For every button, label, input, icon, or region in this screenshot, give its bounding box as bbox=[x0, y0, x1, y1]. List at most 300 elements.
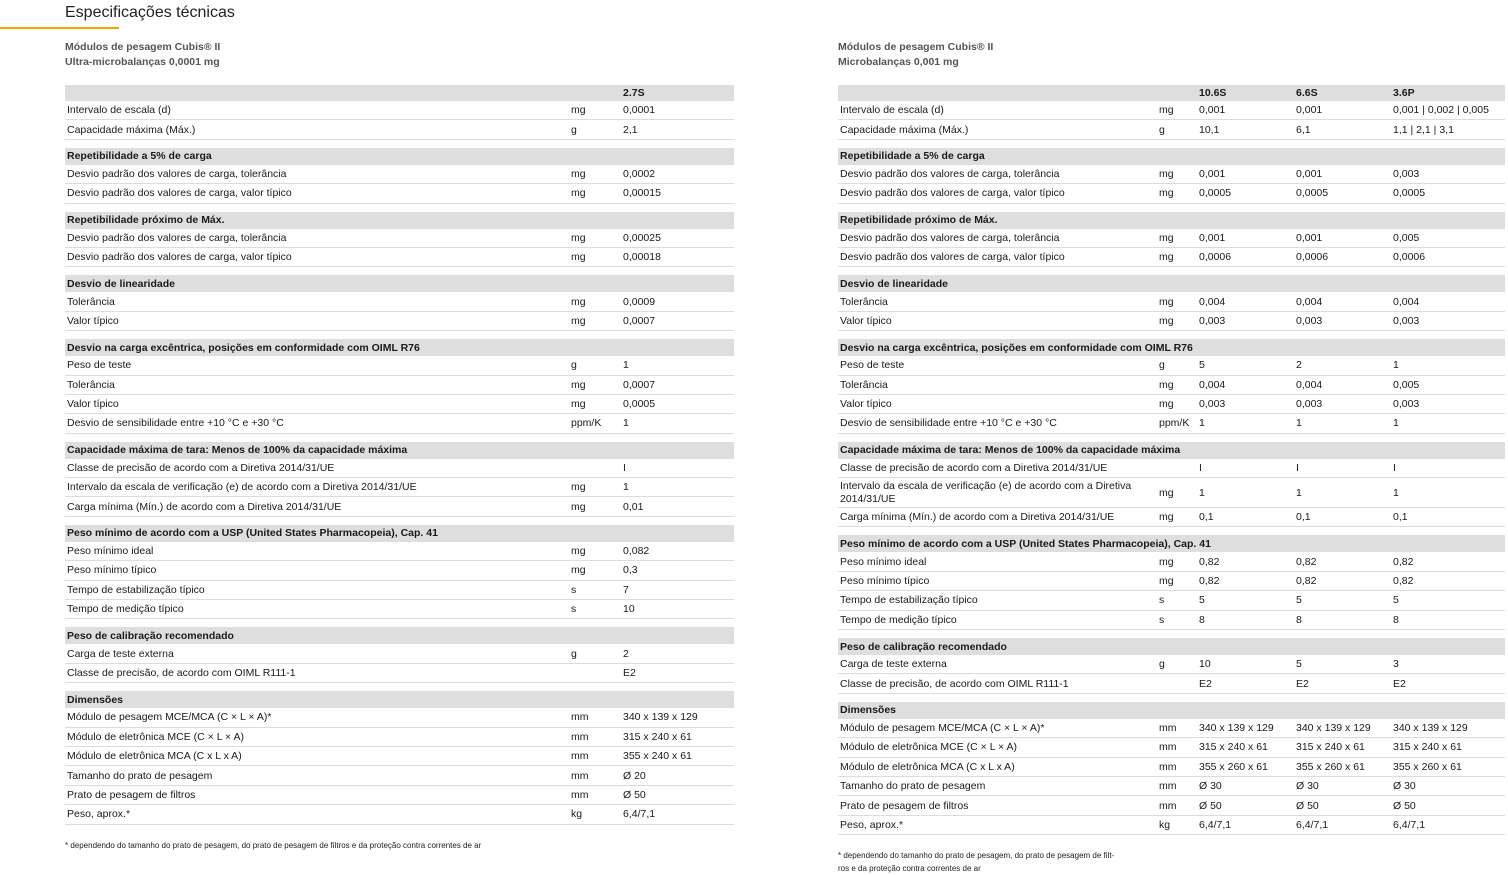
right-spec-label: Desvio padrão dos valores de carga, valor típico bbox=[838, 184, 1157, 203]
left-spec-label: Intervalo de escala (d) bbox=[65, 101, 569, 120]
right-section-title: Repetibilidade a 5% de carga bbox=[838, 148, 1505, 165]
right-spec-value: Ø 30 bbox=[1294, 776, 1391, 795]
right-spec-value: 0,0005 bbox=[1294, 184, 1391, 203]
left-spec-row bbox=[65, 708, 734, 727]
left-spec-label: Peso mínimo ideal bbox=[65, 542, 569, 561]
right-spec-value: 315 x 240 x 61 bbox=[1197, 738, 1294, 757]
left-spec-label: Tolerância bbox=[65, 292, 569, 311]
left-spec-label: Carga de teste externa bbox=[65, 644, 569, 663]
right-spec-value: 5 bbox=[1391, 591, 1505, 610]
right-subtitle-type: Microbalanças 0,001 mg bbox=[838, 56, 959, 68]
right-spec-label: Desvio de sensibilidade entre +10 °C e +30 °C bbox=[838, 414, 1157, 433]
right-spec-label: Peso mínimo ideal bbox=[838, 552, 1157, 571]
right-spec-value: 1 bbox=[1197, 414, 1294, 433]
right-spec-value: 1 bbox=[1197, 478, 1294, 508]
right-spec-row bbox=[838, 120, 1505, 139]
right-spec-value: E2 bbox=[1294, 674, 1391, 693]
right-spec-value: 0,1 bbox=[1294, 508, 1391, 527]
right-model-name: 3.6P bbox=[1391, 85, 1505, 101]
left-spec-unit: mg bbox=[569, 375, 621, 394]
left-section-gap bbox=[65, 433, 734, 442]
left-spec-row bbox=[65, 101, 734, 120]
left-section-header bbox=[65, 275, 734, 292]
right-header-blank bbox=[838, 85, 1157, 101]
right-spec-value: 0,004 bbox=[1197, 375, 1294, 394]
right-spec-value: Ø 30 bbox=[1391, 776, 1505, 795]
left-section-header bbox=[65, 691, 734, 708]
left-spec-unit: g bbox=[569, 356, 621, 375]
right-section-header bbox=[838, 638, 1505, 655]
right-spec-value: 0,003 bbox=[1197, 394, 1294, 413]
left-spec-unit: mg bbox=[569, 229, 621, 248]
right-spec-value: I bbox=[1197, 459, 1294, 478]
right-spec-value: 0,003 bbox=[1391, 165, 1505, 184]
left-spec-unit: mm bbox=[569, 727, 621, 746]
right-model-name: 10.6S bbox=[1197, 85, 1294, 101]
right-section-title: Capacidade máxima de tara: Menos de 100% da capacidade máxima bbox=[838, 442, 1505, 459]
right-spec-value: Ø 50 bbox=[1197, 796, 1294, 815]
right-spec-value: 0,004 bbox=[1294, 292, 1391, 311]
left-spec-value: Ø 50 bbox=[621, 785, 734, 804]
right-section-title: Repetibilidade próximo de Máx. bbox=[838, 212, 1505, 229]
right-spec-value: I bbox=[1294, 459, 1391, 478]
right-spec-row bbox=[838, 655, 1505, 674]
left-section-gap-cell bbox=[65, 139, 734, 148]
left-spec-row bbox=[65, 644, 734, 663]
right-spec-value: 0,82 bbox=[1391, 571, 1505, 590]
left-spec-label: Tolerância bbox=[65, 375, 569, 394]
left-spec-row bbox=[65, 414, 734, 433]
right-spec-row bbox=[838, 101, 1505, 120]
left-spec-row bbox=[65, 120, 734, 139]
right-header-unit-blank bbox=[1157, 85, 1197, 101]
left-spec-unit: mg bbox=[569, 497, 621, 516]
left-spec-unit: g bbox=[569, 120, 621, 139]
right-spec-value: 0,005 bbox=[1391, 375, 1505, 394]
right-section-gap bbox=[838, 693, 1505, 702]
right-spec-unit bbox=[1157, 674, 1197, 693]
right-spec-label: Tempo de medição típico bbox=[838, 610, 1157, 629]
right-section-gap-cell bbox=[838, 267, 1505, 276]
right-spec-unit: mg bbox=[1157, 247, 1197, 266]
right-spec-label: Módulo de eletrônica MCA (C x L x A) bbox=[838, 757, 1157, 776]
left-spec-unit: mm bbox=[569, 746, 621, 765]
right-spec-row bbox=[838, 674, 1505, 693]
left-spec-value: 340 x 139 x 129 bbox=[621, 708, 734, 727]
right-spec-label: Carga de teste externa bbox=[838, 655, 1157, 674]
left-spec-row bbox=[65, 805, 734, 824]
right-spec-row bbox=[838, 184, 1505, 203]
right-spec-label: Desvio padrão dos valores de carga, valor típico bbox=[838, 247, 1157, 266]
left-spec-value: Ø 20 bbox=[621, 766, 734, 785]
right-footnote-line-2: ros e da proteção contra correntes de ar bbox=[838, 864, 981, 874]
left-spec-row bbox=[65, 184, 734, 203]
left-spec-value: 0,00018 bbox=[621, 247, 734, 266]
right-spec-value: Ø 30 bbox=[1197, 776, 1294, 795]
right-spec-value: 0,004 bbox=[1294, 375, 1391, 394]
left-spec-row bbox=[65, 375, 734, 394]
right-footnote bbox=[838, 849, 1505, 875]
right-spec-value: 1,1 | 2,1 | 3,1 bbox=[1391, 120, 1505, 139]
left-section-header bbox=[65, 212, 734, 229]
right-spec-row bbox=[838, 738, 1505, 757]
right-spec-value: I bbox=[1391, 459, 1505, 478]
left-spec-row bbox=[65, 561, 734, 580]
left-section-title: Capacidade máxima de tara: Menos de 100% da capacidade máxima bbox=[65, 442, 734, 459]
right-spec-value: E2 bbox=[1391, 674, 1505, 693]
right-spec-label: Carga mínima (Mín.) de acordo com a Diretiva 2014/31/UE bbox=[838, 508, 1157, 527]
right-spec-value: 5 bbox=[1294, 591, 1391, 610]
left-spec-label: Tamanho do prato de pesagem bbox=[65, 766, 569, 785]
right-spec-value: 1 bbox=[1391, 414, 1505, 433]
left-section-title: Peso de calibração recomendado bbox=[65, 627, 734, 644]
right-model-name: 6.6S bbox=[1294, 85, 1391, 101]
right-section-title: Desvio na carga excêntrica, posições em conformidade com OIML R76 bbox=[838, 339, 1505, 356]
left-spec-unit: ppm/K bbox=[569, 414, 621, 433]
right-spec-value: 0,003 bbox=[1391, 394, 1505, 413]
left-section-header bbox=[65, 525, 734, 542]
left-spec-label: Tempo de medição típico bbox=[65, 600, 569, 619]
right-spec-label: Tempo de estabilização típico bbox=[838, 591, 1157, 610]
right-spec-unit: g bbox=[1157, 120, 1197, 139]
left-section-gap-cell bbox=[65, 267, 734, 276]
right-section-header bbox=[838, 275, 1505, 292]
right-spec-label: Desvio padrão dos valores de carga, tolerância bbox=[838, 165, 1157, 184]
left-section-gap bbox=[65, 516, 734, 525]
right-spec-row bbox=[838, 552, 1505, 571]
right-section-header bbox=[838, 535, 1505, 552]
right-spec-value: 0,003 bbox=[1197, 311, 1294, 330]
left-model-name: 2.7S bbox=[621, 85, 734, 101]
right-spec-value: 0,001 bbox=[1197, 229, 1294, 248]
right-model-header-row bbox=[838, 85, 1505, 101]
left-spec-unit: mg bbox=[569, 311, 621, 330]
left-spec-row bbox=[65, 727, 734, 746]
left-spec-value: 0,0005 bbox=[621, 394, 734, 413]
left-spec-row bbox=[65, 663, 734, 682]
left-spec-value: 10 bbox=[621, 600, 734, 619]
right-spec-value: 0,001 bbox=[1294, 165, 1391, 184]
right-spec-value: 340 x 139 x 129 bbox=[1197, 719, 1294, 738]
left-spec-value: 315 x 240 x 61 bbox=[621, 727, 734, 746]
left-spec-value: 0,0009 bbox=[621, 292, 734, 311]
left-spec-value: 7 bbox=[621, 580, 734, 599]
right-spec-label: Intervalo da escala de verificação (e) de acordo com a Diretiva 2014/31/UE bbox=[838, 478, 1157, 508]
left-spec-unit: mg bbox=[569, 394, 621, 413]
left-spec-unit: mg bbox=[569, 542, 621, 561]
left-section-header bbox=[65, 442, 734, 459]
left-spec-value: 0,0007 bbox=[621, 375, 734, 394]
right-spec-unit: s bbox=[1157, 591, 1197, 610]
right-spec-value: 0,0006 bbox=[1294, 247, 1391, 266]
right-spec-unit: g bbox=[1157, 356, 1197, 375]
right-spec-value: 315 x 240 x 61 bbox=[1294, 738, 1391, 757]
right-spec-unit: mg bbox=[1157, 292, 1197, 311]
right-spec-unit: mg bbox=[1157, 311, 1197, 330]
right-spec-unit: mm bbox=[1157, 796, 1197, 815]
right-spec-value: 0,001 bbox=[1197, 165, 1294, 184]
right-spec-label: Intervalo de escala (d) bbox=[838, 101, 1157, 120]
left-spec-label: Peso, aprox.* bbox=[65, 805, 569, 824]
left-spec-label: Desvio padrão dos valores de carga, tolerância bbox=[65, 229, 569, 248]
right-spec-value: 0,005 bbox=[1391, 229, 1505, 248]
right-section-gap bbox=[838, 203, 1505, 212]
right-spec-row bbox=[838, 508, 1505, 527]
right-spec-label: Módulo de pesagem MCE/MCA (C × L × A)* bbox=[838, 719, 1157, 738]
left-spec-value: 0,0007 bbox=[621, 311, 734, 330]
right-spec-value: 6,4/7,1 bbox=[1294, 815, 1391, 834]
right-section-header bbox=[838, 339, 1505, 356]
left-section-header bbox=[65, 627, 734, 644]
right-spec-value: 6,1 bbox=[1294, 120, 1391, 139]
right-spec-value: 0,1 bbox=[1197, 508, 1294, 527]
right-spec-value: 0,82 bbox=[1391, 552, 1505, 571]
right-spec-row bbox=[838, 311, 1505, 330]
right-spec-value: 355 x 260 x 61 bbox=[1294, 757, 1391, 776]
right-spec-value: 355 x 260 x 61 bbox=[1391, 757, 1505, 776]
right-spec-value: 6,4/7,1 bbox=[1197, 815, 1294, 834]
left-spec-value: 2 bbox=[621, 644, 734, 663]
right-section-gap bbox=[838, 267, 1505, 276]
right-spec-unit: mm bbox=[1157, 719, 1197, 738]
right-spec-row bbox=[838, 719, 1505, 738]
left-spec-value: 6,4/7,1 bbox=[621, 805, 734, 824]
right-spec-value: 2 bbox=[1294, 356, 1391, 375]
right-spec-label: Classe de precisão, de acordo com OIML R111-1 bbox=[838, 674, 1157, 693]
left-spec-row bbox=[65, 785, 734, 804]
right-spec-unit: mg bbox=[1157, 184, 1197, 203]
right-spec-value: 0,003 bbox=[1294, 311, 1391, 330]
left-spec-label: Valor típico bbox=[65, 311, 569, 330]
right-spec-unit bbox=[1157, 459, 1197, 478]
left-section-gap-cell bbox=[65, 203, 734, 212]
right-spec-row bbox=[838, 247, 1505, 266]
left-spec-label: Desvio padrão dos valores de carga, valor típico bbox=[65, 247, 569, 266]
right-spec-unit: kg bbox=[1157, 815, 1197, 834]
right-spec-row bbox=[838, 478, 1505, 508]
right-spec-value: 10,1 bbox=[1197, 120, 1294, 139]
left-spec-unit: mg bbox=[569, 101, 621, 120]
left-spec-label: Desvio de sensibilidade entre +10 °C e +30 °C bbox=[65, 414, 569, 433]
right-spec-row bbox=[838, 610, 1505, 629]
right-spec-label: Tamanho do prato de pesagem bbox=[838, 776, 1157, 795]
right-spec-row bbox=[838, 229, 1505, 248]
left-spec-unit: mm bbox=[569, 766, 621, 785]
right-section-gap-cell bbox=[838, 139, 1505, 148]
title-rule bbox=[0, 27, 119, 29]
left-spec-unit bbox=[569, 459, 621, 478]
left-section-title: Repetibilidade a 5% de carga bbox=[65, 148, 734, 165]
left-spec-unit bbox=[569, 663, 621, 682]
right-spec-value: 8 bbox=[1197, 610, 1294, 629]
left-spec-unit: kg bbox=[569, 805, 621, 824]
left-header-blank bbox=[65, 85, 569, 101]
left-section-gap bbox=[65, 619, 734, 628]
left-spec-label: Peso mínimo típico bbox=[65, 561, 569, 580]
right-spec-row bbox=[838, 414, 1505, 433]
right-section-gap bbox=[838, 630, 1505, 639]
right-spec-row bbox=[838, 757, 1505, 776]
right-section-gap-cell bbox=[838, 203, 1505, 212]
left-spec-value: 0,0002 bbox=[621, 165, 734, 184]
left-spec-value: 1 bbox=[621, 356, 734, 375]
left-section-gap-cell bbox=[65, 683, 734, 692]
right-spec-value: 6,4/7,1 bbox=[1391, 815, 1505, 834]
left-spec-row bbox=[65, 746, 734, 765]
left-section-title: Desvio de linearidade bbox=[65, 275, 734, 292]
right-spec-value: Ø 50 bbox=[1294, 796, 1391, 815]
left-section-gap-cell bbox=[65, 331, 734, 340]
right-section-gap-cell bbox=[838, 433, 1505, 442]
right-spec-value: 1 bbox=[1391, 356, 1505, 375]
right-spec-row bbox=[838, 591, 1505, 610]
right-spec-value: 0,004 bbox=[1197, 292, 1294, 311]
left-footnote: * dependendo do tamanho do prato de pesagem, do prato de pesagem de filtros e da proteção contra correntes de ar bbox=[65, 840, 482, 850]
left-spec-label: Intervalo da escala de verificação (e) de acordo com a Diretiva 2014/31/UE bbox=[65, 478, 569, 497]
left-spec-value: 0,082 bbox=[621, 542, 734, 561]
right-spec-unit: s bbox=[1157, 610, 1197, 629]
right-spec-value: 0,001 | 0,002 | 0,005 bbox=[1391, 101, 1505, 120]
right-section-title: Dimensões bbox=[838, 702, 1505, 719]
right-spec-value: 0,1 bbox=[1391, 508, 1505, 527]
left-spec-label: Módulo de eletrônica MCE (C × L × A) bbox=[65, 727, 569, 746]
left-section-gap bbox=[65, 267, 734, 276]
right-spec-unit: mg bbox=[1157, 229, 1197, 248]
left-spec-row bbox=[65, 247, 734, 266]
right-section-header bbox=[838, 212, 1505, 229]
right-spec-value: E2 bbox=[1197, 674, 1294, 693]
right-spec-value: 355 x 260 x 61 bbox=[1197, 757, 1294, 776]
right-spec-label: Tolerância bbox=[838, 375, 1157, 394]
left-spec-value: I bbox=[621, 459, 734, 478]
left-spec-unit: mm bbox=[569, 785, 621, 804]
right-section-gap bbox=[838, 433, 1505, 442]
left-spec-unit: mg bbox=[569, 292, 621, 311]
right-spec-value: Ø 50 bbox=[1391, 796, 1505, 815]
left-spec-row bbox=[65, 542, 734, 561]
left-section-title: Dimensões bbox=[65, 691, 734, 708]
left-spec-label: Carga mínima (Mín.) de acordo com a Diretiva 2014/31/UE bbox=[65, 497, 569, 516]
right-spec-label: Peso de teste bbox=[838, 356, 1157, 375]
left-section-title: Peso mínimo de acordo com a USP (United States Pharmacopeia), Cap. 41 bbox=[65, 525, 734, 542]
right-spec-value: 0,003 bbox=[1294, 394, 1391, 413]
right-spec-label: Desvio padrão dos valores de carga, tolerância bbox=[838, 229, 1157, 248]
right-spec-unit: mm bbox=[1157, 738, 1197, 757]
left-spec-unit: s bbox=[569, 580, 621, 599]
right-spec-value: 0,004 bbox=[1391, 292, 1505, 311]
right-spec-label: Capacidade máxima (Máx.) bbox=[838, 120, 1157, 139]
right-spec-value: 0,0006 bbox=[1391, 247, 1505, 266]
right-spec-value: 0,001 bbox=[1294, 101, 1391, 120]
left-spec-label: Módulo de eletrônica MCA (C x L x A) bbox=[65, 746, 569, 765]
left-spec-unit: mg bbox=[569, 184, 621, 203]
left-spec-label: Peso de teste bbox=[65, 356, 569, 375]
left-spec-label: Capacidade máxima (Máx.) bbox=[65, 120, 569, 139]
left-spec-row bbox=[65, 311, 734, 330]
right-spec-value: 0,82 bbox=[1294, 552, 1391, 571]
right-spec-table bbox=[838, 85, 1505, 835]
right-section-gap-cell bbox=[838, 527, 1505, 536]
left-spec-label: Módulo de pesagem MCE/MCA (C × L × A)* bbox=[65, 708, 569, 727]
right-spec-label: Peso, aprox.* bbox=[838, 815, 1157, 834]
right-spec-value: 315 x 240 x 61 bbox=[1391, 738, 1505, 757]
right-spec-value: 1 bbox=[1391, 478, 1505, 508]
left-section-gap bbox=[65, 203, 734, 212]
right-spec-unit: ppm/K bbox=[1157, 414, 1197, 433]
left-spec-label: Prato de pesagem de filtros bbox=[65, 785, 569, 804]
right-section-header bbox=[838, 442, 1505, 459]
right-spec-unit: g bbox=[1157, 655, 1197, 674]
left-section-gap bbox=[65, 139, 734, 148]
right-spec-value: 0,82 bbox=[1197, 552, 1294, 571]
right-spec-label: Classe de precisão de acordo com a Diretiva 2014/31/UE bbox=[838, 459, 1157, 478]
right-spec-label: Valor típico bbox=[838, 394, 1157, 413]
left-spec-row bbox=[65, 459, 734, 478]
left-section-title: Repetibilidade próximo de Máx. bbox=[65, 212, 734, 229]
left-spec-table bbox=[65, 85, 734, 825]
left-spec-row bbox=[65, 292, 734, 311]
left-spec-unit: g bbox=[569, 644, 621, 663]
right-section-gap bbox=[838, 139, 1505, 148]
right-spec-unit: mg bbox=[1157, 508, 1197, 527]
right-spec-value: 0,0006 bbox=[1197, 247, 1294, 266]
left-spec-row bbox=[65, 229, 734, 248]
right-section-header bbox=[838, 148, 1505, 165]
right-spec-value: 8 bbox=[1391, 610, 1505, 629]
left-panel bbox=[65, 40, 734, 852]
right-spec-row bbox=[838, 394, 1505, 413]
left-spec-unit: mm bbox=[569, 708, 621, 727]
right-spec-unit: mg bbox=[1157, 552, 1197, 571]
right-section-gap-cell bbox=[838, 630, 1505, 639]
right-spec-value: 5 bbox=[1197, 356, 1294, 375]
right-spec-unit: mg bbox=[1157, 571, 1197, 590]
right-spec-row bbox=[838, 776, 1505, 795]
right-section-title: Peso mínimo de acordo com a USP (United States Pharmacopeia), Cap. 41 bbox=[838, 535, 1505, 552]
left-spec-value: 0,0001 bbox=[621, 101, 734, 120]
right-section-title: Peso de calibração recomendado bbox=[838, 638, 1505, 655]
left-spec-value: E2 bbox=[621, 663, 734, 682]
right-spec-value: 0,0005 bbox=[1197, 184, 1294, 203]
page-title: Especificações técnicas bbox=[65, 4, 235, 21]
right-spec-value: 340 x 139 x 129 bbox=[1391, 719, 1505, 738]
left-spec-label: Tempo de estabilização típico bbox=[65, 580, 569, 599]
right-subtitle-series: Módulos de pesagem Cubis® II bbox=[838, 41, 994, 53]
right-spec-unit: mg bbox=[1157, 478, 1197, 508]
right-spec-value: 5 bbox=[1197, 591, 1294, 610]
right-spec-unit: mg bbox=[1157, 101, 1197, 120]
left-spec-row bbox=[65, 478, 734, 497]
left-section-gap-cell bbox=[65, 433, 734, 442]
left-section-header bbox=[65, 339, 734, 356]
right-spec-value: 340 x 139 x 129 bbox=[1294, 719, 1391, 738]
left-spec-value: 1 bbox=[621, 478, 734, 497]
right-section-title: Desvio de linearidade bbox=[838, 275, 1505, 292]
right-spec-row bbox=[838, 356, 1505, 375]
left-subtitle-series: Módulos de pesagem Cubis® II bbox=[65, 41, 221, 53]
right-spec-label: Módulo de eletrônica MCE (C × L × A) bbox=[838, 738, 1157, 757]
left-section-title: Desvio na carga excêntrica, posições em conformidade com OIML R76 bbox=[65, 339, 734, 356]
left-spec-unit: mg bbox=[569, 247, 621, 266]
left-spec-value: 2,1 bbox=[621, 120, 734, 139]
left-spec-row bbox=[65, 165, 734, 184]
right-spec-value: 10 bbox=[1197, 655, 1294, 674]
right-section-gap-cell bbox=[838, 693, 1505, 702]
left-spec-value: 0,01 bbox=[621, 497, 734, 516]
right-section-gap bbox=[838, 331, 1505, 340]
left-spec-unit: mg bbox=[569, 478, 621, 497]
left-section-gap bbox=[65, 683, 734, 692]
